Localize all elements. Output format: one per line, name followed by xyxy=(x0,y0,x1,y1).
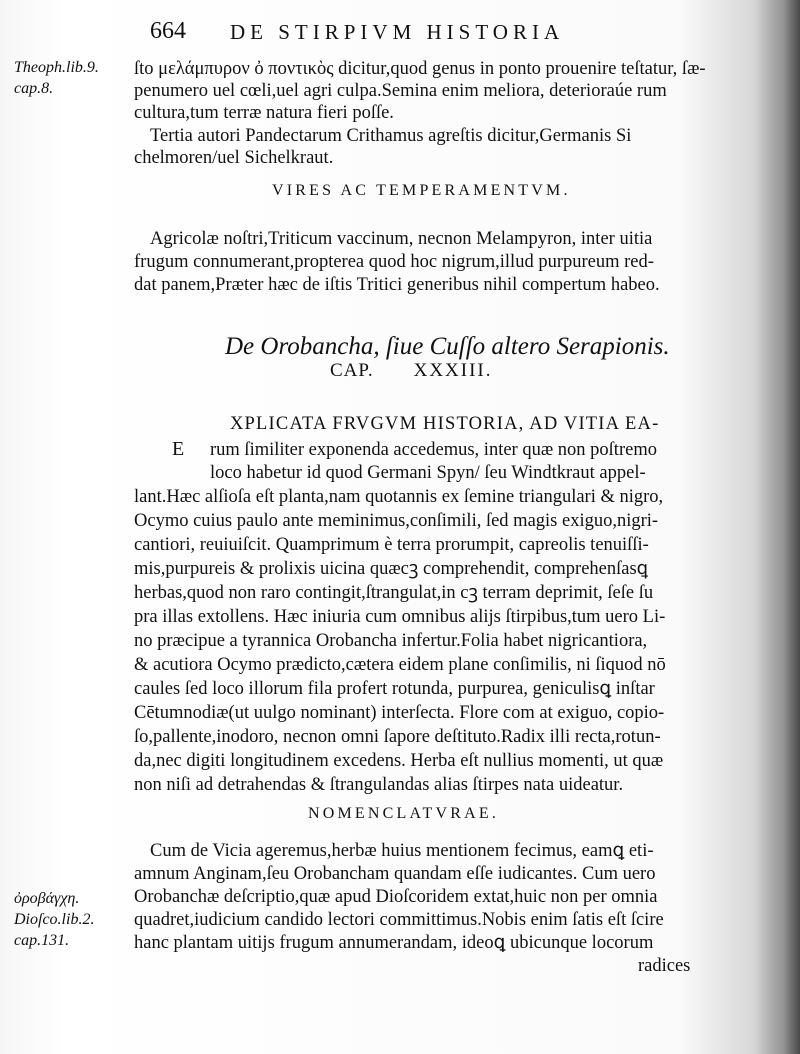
text-line: Ocymo cuius paulo ante meminimus,conſimili, ſed magis exiguo,nigri- xyxy=(134,511,659,531)
text-line: amnum Anginam,ſeu Orobancham quandam eſſe iudicantes. Cum uero xyxy=(134,864,656,884)
text-line: herbas,quod non raro contingit,ſtrangulat,in cꝫ terram deprimit, ſeſe ſu xyxy=(134,583,654,603)
page-header xyxy=(150,18,750,52)
text-line: da,nec digiti longitudinem excedens. Herba eſt nullius momenti, ut quæ xyxy=(134,751,664,771)
text-line: cantiori, reuiuiſcit. Quamprimum è terra prorumpit, capreolis tenuiſſi- xyxy=(134,535,649,555)
text-line: Agricolæ noſtri,Triticum vaccinum, necnon Melampyron, inter uitia xyxy=(150,229,653,249)
section-heading-nomenclaturae: NOMENCLATVRAE. xyxy=(308,805,500,822)
chapter-title: De Orobancha, ſiue Cuſſo altero Serapionis. xyxy=(225,333,670,360)
chapter-cap-number: XXXIII. xyxy=(413,360,493,381)
catchword: radices xyxy=(638,956,691,976)
text-line: quadret,iudicium candido lectori committimus.Nobis enim ſatis eſt ſcire xyxy=(134,910,664,930)
section-heading-vires: VIRES AC TEMPERAMENTVM. xyxy=(272,182,571,199)
text-line: ſtο μελάμπυρον ὀ ποντικὸς dicitur,quod genus in ponto prouenire teſtatur, ſæ- xyxy=(134,59,706,79)
margin-note-dioscorides xyxy=(14,888,94,951)
text-line: non niſi ad detrahendas & ſtrangulandas alias ſtirpes nata uideatur. xyxy=(134,775,624,795)
text-line-opening: XPLICATA FRVGVM HISTORIA, AD VITIA EA- xyxy=(230,414,660,434)
text-line: penumero uel cœli,uel agri culpa.Semina enim meliora, deterioraúe rum xyxy=(134,81,667,101)
drop-cap: E xyxy=(172,438,185,460)
text-line: pra illas extollens. Hæc iniuria cum omnibus alijs ſtirpibus,tum uero Li- xyxy=(134,607,666,627)
page-gutter-shadow xyxy=(758,0,800,1054)
margin-note-line: ὀροβάγχη. xyxy=(14,890,80,907)
margin-note-line: cap.8. xyxy=(14,80,54,97)
text-line: hanc plantam uitijs frugum annumerandam, ideoꝗ ubicunque locorum xyxy=(134,933,654,953)
margin-note-line: cap.131. xyxy=(14,932,70,949)
text-line: chelmoren/uel Sichelkraut. xyxy=(134,148,334,168)
running-title: DE STIRPIVM HISTORIA xyxy=(230,20,565,44)
chapter-number xyxy=(330,360,493,382)
text-line: cultura,tum terræ natura fieri poſſe. xyxy=(134,103,394,123)
margin-note-line: Dioſco.lib.2. xyxy=(14,911,95,928)
text-line: frugum connumerant,propterea quod hoc nigrum,illud purpureum red- xyxy=(134,252,654,272)
text-line: Orobanchæ deſcriptio,quæ apud Dioſcoridem extat,huic non per omnia xyxy=(134,887,658,907)
text-line: ſo,pallente,inodoro, necnon omni ſapore deſtituto.Radix illi recta,rotun- xyxy=(134,727,661,747)
text-line: no præcipue a tyrannica Orobancha infertur.Folia habet nigricantiora, xyxy=(134,631,648,651)
text-line: & acutiora Ocymo prædicto,cætera eidem plane conſimilis, ni ſiquod nō xyxy=(134,655,666,675)
text-line: Cum de Vicia ageremus,herbæ huius mentionem fecimus, eamꝗ eti- xyxy=(150,841,654,861)
text-line: lant.Hæc alſioſa eſt planta,nam quotannis ex ſemine triangulari & nigro, xyxy=(134,487,664,507)
text-line: Tertia autori Pandectarum Crithamus agreſtis dicitur,Germanis Si xyxy=(150,126,632,146)
text-line: loco habetur id quod Germani Spyn/ ſeu Windtkraut appel- xyxy=(210,463,646,483)
text-line: rum ſimiliter exponenda accedemus, inter quæ non poſtremo xyxy=(210,440,657,460)
margin-note-theophrastus xyxy=(14,57,99,99)
page-number: 664 xyxy=(150,18,186,44)
text-line: mis,purpureis & prolixis uicina quæcꝫ comprehendit, comprehenſasꝗ xyxy=(134,559,649,579)
margin-note-line: Theoph.lib.9. xyxy=(14,59,99,76)
text-line: Cētumnodiæ(ut uulgo nominant) interſecta. Flore com at exiguo, copio- xyxy=(134,703,665,723)
text-line: dat panem,Præter hæc de iſtis Tritici generibus nihil compertum habeo. xyxy=(134,275,660,295)
chapter-cap-label: CAP. xyxy=(330,360,374,381)
text-line: caules ſed loco illorum fila profert rotunda, purpurea, geniculisꝗ inſtar xyxy=(134,679,655,699)
